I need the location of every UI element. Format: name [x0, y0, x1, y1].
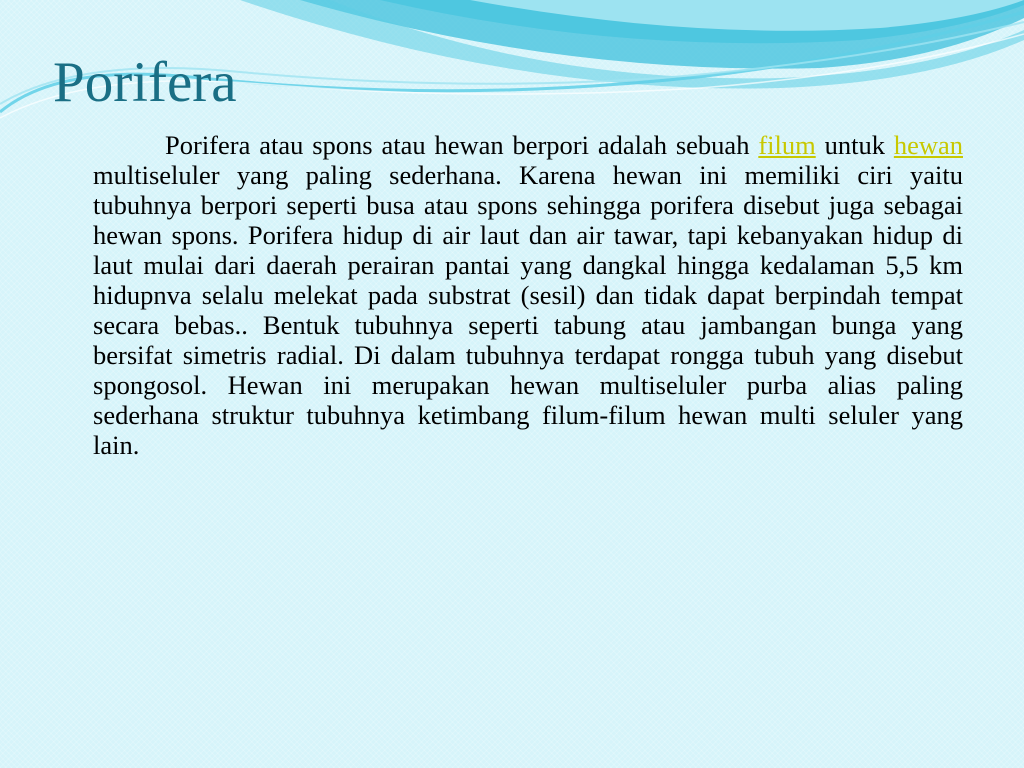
link-hewan[interactable]: hewan — [893, 130, 963, 160]
slide-paragraph — [93, 130, 963, 460]
slide-title: Porifera — [53, 51, 237, 114]
paragraph-text-part-3: multiseluler yang paling sederhana. Karena hewan ini memiliki ciri yaitu tubuhnya berpori seperti busa atau spons sehingga porifera disebut juga sebagai hewan spons. Porifera hidup di air laut dan air tawar, tapi kebanyakan hidup di laut mulai dari daerah perairan pantai yang dangkal hingga kedalaman 5,5 km hidupnva selalu melekat pada substrat (sesil) dan tidak dapat berpindah tempat secara bebas.. Bentuk tubuhnya seperti tabung atau jambangan bunga yang bersifat simetris radial. Di dalam tubuhnya terdapat rongga tubuh yang disebut spongosol. Hewan ini merupakan hewan multiseluler purba alias paling sederhana struktur tubuhnya ketimbang filum-filum hewan multi seluler yang lain. — [93, 160, 963, 460]
link-filum[interactable]: filum — [758, 130, 816, 160]
paragraph-text-part-2: untuk — [815, 130, 894, 160]
paragraph-text-part-1: Porifera atau spons atau hewan berpori adalah sebuah — [165, 130, 759, 160]
